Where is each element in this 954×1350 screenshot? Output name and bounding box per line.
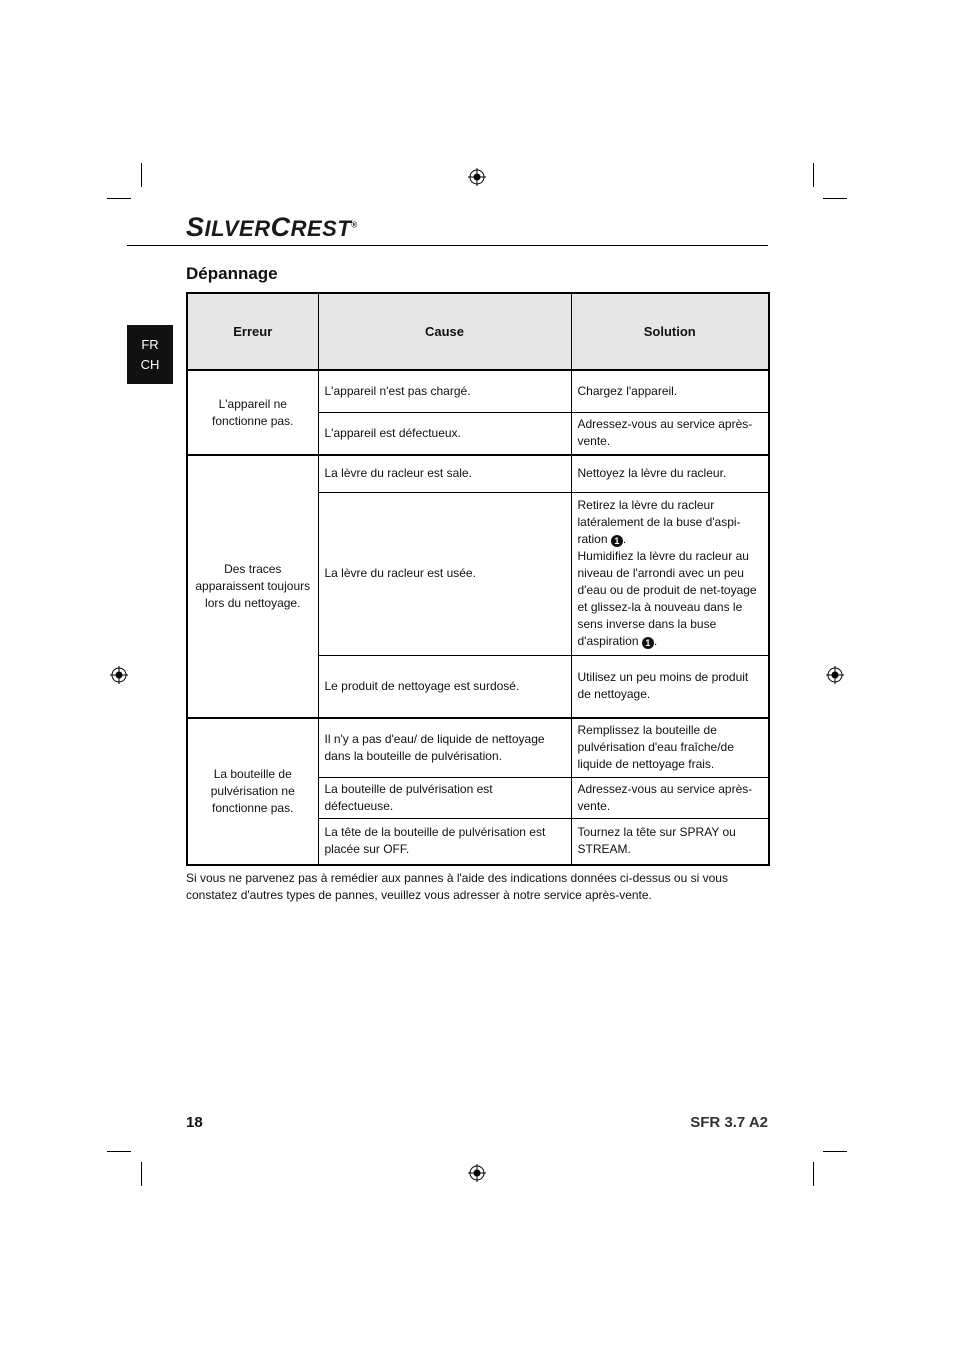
solution-cell: Utilisez un peu moins de produit de nettoyage. [571,655,769,718]
crop-mark [107,1151,131,1152]
registration-mark-icon [468,168,486,186]
page-title: Dépannage [186,264,278,283]
solution-cell: Adressez-vous au service après-vente. [571,412,769,455]
table-row [187,370,769,412]
column-header-erreur: Erreur [187,293,318,370]
brand-logo: SILVERCREST® [186,212,358,242]
figure-marker-icon: 1 [642,637,654,649]
column-header-solution: Solution [571,293,769,370]
page-number: 18 [186,1114,203,1131]
registration-mark-icon [468,1164,486,1182]
cause-cell: Il n'y a pas d'eau/ de liquide de nettoyage dans la bouteille de pulvérisation. [318,718,571,777]
crop-mark [107,198,131,199]
solution-cell: Adressez-vous au service après-vente. [571,777,769,818]
cause-cell: La lèvre du racleur est usée. [318,492,571,655]
cause-cell: Le produit de nettoyage est surdosé. [318,655,571,718]
solution-text: Retirez la lèvre du racleur latéralement de la buse d'aspi-ration [577,498,741,546]
cause-cell: La tête de la bouteille de pulvérisation est placée sur OFF. [318,818,571,865]
solution-cell: Chargez l'appareil. [571,370,769,412]
figure-marker-icon: 1 [611,535,623,547]
crop-mark [823,1151,847,1152]
model-number: SFR 3.7 A2 [690,1114,768,1131]
crop-mark [141,163,142,187]
error-cell: Des traces apparaissent toujours lors du nettoyage. [187,455,318,718]
solution-cell: Tournez la tête sur SPRAY ou STREAM. [571,818,769,865]
language-tab-line: FR [141,337,159,352]
crop-mark [823,198,847,199]
troubleshooting-table [186,292,770,866]
solution-cell: Nettoyez la lèvre du racleur. [571,455,769,492]
crop-mark [813,163,814,187]
cause-cell: La lèvre du racleur est sale. [318,455,571,492]
language-tab-line: CH [140,357,160,372]
table-header-row [187,293,769,370]
language-tab [127,325,173,384]
cause-cell: La bouteille de pulvérisation est défectueuse. [318,777,571,818]
column-header-cause: Cause [318,293,571,370]
solution-text: Humidifiez la lèvre du racleur au niveau de l'arrondi avec un peu d'eau ou de produit de net-toyage et glissez-la à nouveau dans le sens inverse dans la buse d'aspiration [577,549,757,648]
cause-cell: L'appareil n'est pas chargé. [318,370,571,412]
table-row [187,455,769,492]
registration-mark-icon [110,666,128,684]
crop-mark [141,1162,142,1186]
header-divider [127,245,768,246]
error-cell: L'appareil ne fonctionne pas. [187,370,318,455]
footnote-text: Si vous ne parvenez pas à remédier aux pannes à l'aide des indications données ci-dessus ou si vous constatez d'autres types de pannes, veuillez vous adresser à notre service après-vente. [186,871,728,902]
solution-cell: Retirez la lèvre du racleur latéralement de la buse d'aspi-ration 1 . Humidifiez la lèvre du racleur au niveau de l'arrondi avec un peu d'eau ou de produit de net-toyage et glissez-la à nouveau dans le sens inverse dans la buse d'aspiration 1 . [571,492,769,655]
registration-mark-icon [826,666,844,684]
error-cell: La bouteille de pulvérisation ne fonctionne pas. [187,718,318,865]
crop-mark [813,1162,814,1186]
solution-cell: Remplissez la bouteille de pulvérisation d'eau fraîche/de liquide de nettoyage frais. [571,718,769,777]
cause-cell: L'appareil est défectueux. [318,412,571,455]
table-row [187,718,769,777]
